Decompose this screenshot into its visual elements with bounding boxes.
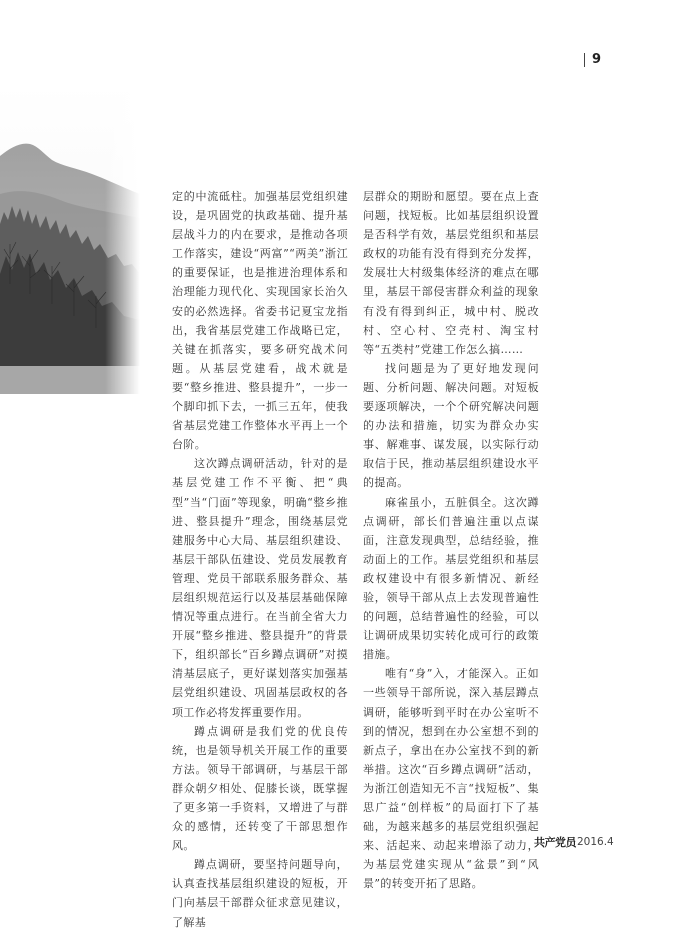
page-number: 9: [592, 52, 602, 67]
landscape-photo: [0, 84, 140, 394]
paragraph: 蹲点调研，要坚持问题导向，认真查找基层组织建设的短板，开门向基层干部群众征求意见建议，了解基: [172, 858, 348, 929]
paragraph: 这次蹲点调研活动，针对的是基层党建工作不平衡、把“典型”当“门面”等现象，明确“整乡推进、整县提升”理念，围绕基层党建服务中心大局、基层组织建设、基层干部队伍建设、党员发展教育管理、党员干部联系服务群众、基层组织规范运行以及基层基础保障情况等重点进行。在当前全省大力开展“整乡推进、整县提升”的背景下，组织部长“百乡蹲点调研”对摸清基层底子，更好谋划落实加强基层党组织建设、巩固基层政权的各项工作必将发挥重要作用。: [172, 457, 348, 719]
page-number-block: [584, 52, 601, 67]
page-footer: [534, 834, 614, 850]
article-column-left: [172, 187, 348, 932]
page-number-divider: [584, 53, 585, 67]
paragraph: 找问题是为了更好地发现问题、分析问题、解决问题。对短板要逐项解决，一个个研究解决问题的办法和措施，切实为群众办实事、解难事、谋发展，以实际行动取信于民，推动基层组织建设水平的提高。: [363, 361, 539, 490]
paragraph: 唯有“身”入，才能深入。正如一些领导干部所说，深入基层蹲点调研，能够听到平时在办公室听不到的情况，想到在办公室想不到的新点子，拿出在办公室找不到的新举措。这次“百乡蹲点调研”活动，为浙江创造知无不言“找短板”、集思广益“创样板”的局面打下了基础，为越来越多的基层党组织强起来、活起来、动起来增添了动力，为基层党建实现从“盆景”到“风景”的转变开拓了思路。: [363, 667, 539, 891]
paragraph: 蹲点调研是我们党的优良传统，也是领导机关开展工作的重要方法。领导干部调研，与基层干部群众朝夕相处、促膝长谈，既掌握了更多第一手资料，又增进了与群众的感情，还转变了干部思想作风。: [172, 724, 348, 853]
magazine-logo: 共产党员: [534, 836, 576, 849]
issue-number: 2016.4: [577, 836, 614, 848]
paragraph: 定的中流砥柱。加强基层党组织建设，是巩固党的执政基础、提升基层战斗力的内在要求，是推动各项工作落实，建设“两富”“两美”浙江的重要保证，也是推进治理体系和治理能力现代化、实现国家长治久安的必然选择。省委书记夏宝龙指出，我省基层党建工作战略已定，关键在抓落实，要多研究战术问题。从基层党建看，战术就是要“整乡推进、整县提升”，一步一个脚印抓下去，一抓三五年，使我省基层党建工作整体水平再上一个台阶。: [172, 190, 348, 452]
paragraph: 麻雀虽小，五脏俱全。这次蹲点调研，部长们普遍注重以点谋面，注意发现典型，总结经验，推动面上的工作。基层党组织和基层政权建设中有很多新情况、新经验，领导干部从点上去发现普遍性的问题，总结普遍性的经验，可以让调研成果切实转化成可行的政策措施。: [363, 495, 539, 662]
article-column-right: [363, 187, 539, 893]
paragraph: 层群众的期盼和愿望。要在点上查问题，找短板。比如基层组织设置是否科学有效，基层党组织和基层政权的功能有没有得到充分发挥，发展壮大村级集体经济的难点在哪里，基层干部侵害群众利益的现象有没有得到纠正，城中村、脱改村、空心村、空壳村、淘宝村等“五类村”党建工作怎么搞……: [363, 190, 539, 356]
